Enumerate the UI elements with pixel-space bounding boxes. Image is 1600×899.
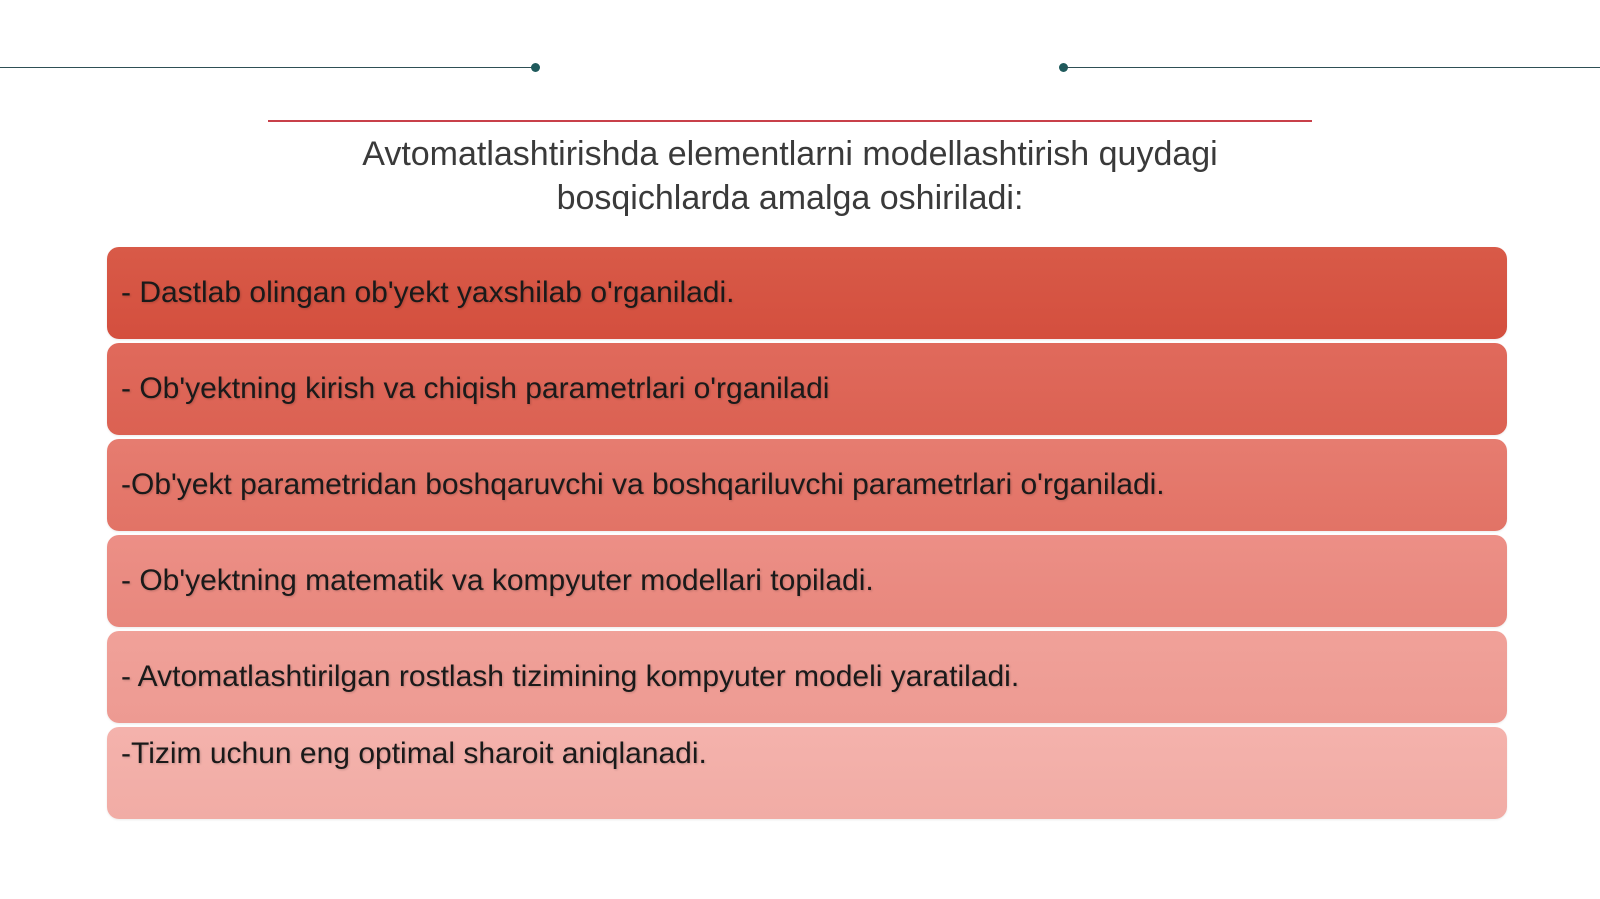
slide-title-line-2: bosqichlarda amalga oshiriladi:	[556, 179, 1024, 217]
slide-title-line-1: Avtomatlashtirishda elementlarni modellashtirish quydagi	[362, 135, 1218, 173]
title-divider	[268, 120, 1312, 122]
step-text-2: - Ob'yektning kirish va chiqish parametrlari o'rganiladi	[121, 372, 830, 405]
decorative-line-right	[1064, 67, 1600, 68]
step-text-1: - Dastlab olingan ob'yekt yaxshilab o'rganiladi.	[121, 276, 735, 309]
step-text-4: - Ob'yektning matematik va kompyuter modellari topiladi.	[121, 564, 874, 597]
decorative-dot-left	[531, 63, 540, 72]
step-item-6	[107, 727, 1507, 819]
step-item-1	[107, 247, 1507, 339]
decorative-line-left	[0, 67, 536, 68]
step-item-5	[107, 631, 1507, 723]
steps-list	[107, 247, 1507, 823]
step-item-4	[107, 535, 1507, 627]
slide-title	[268, 132, 1312, 220]
step-item-2	[107, 343, 1507, 435]
step-item-3	[107, 439, 1507, 531]
step-text-3: -Ob'yekt parametridan boshqaruvchi va boshqariluvchi parametrlari o'rganiladi.	[121, 468, 1165, 501]
step-text-5: - Avtomatlashtirilgan rostlash tizimining kompyuter modeli yaratiladi.	[121, 660, 1020, 693]
step-text-6: -Tizim uchun eng optimal sharoit aniqlanadi.	[121, 737, 707, 770]
